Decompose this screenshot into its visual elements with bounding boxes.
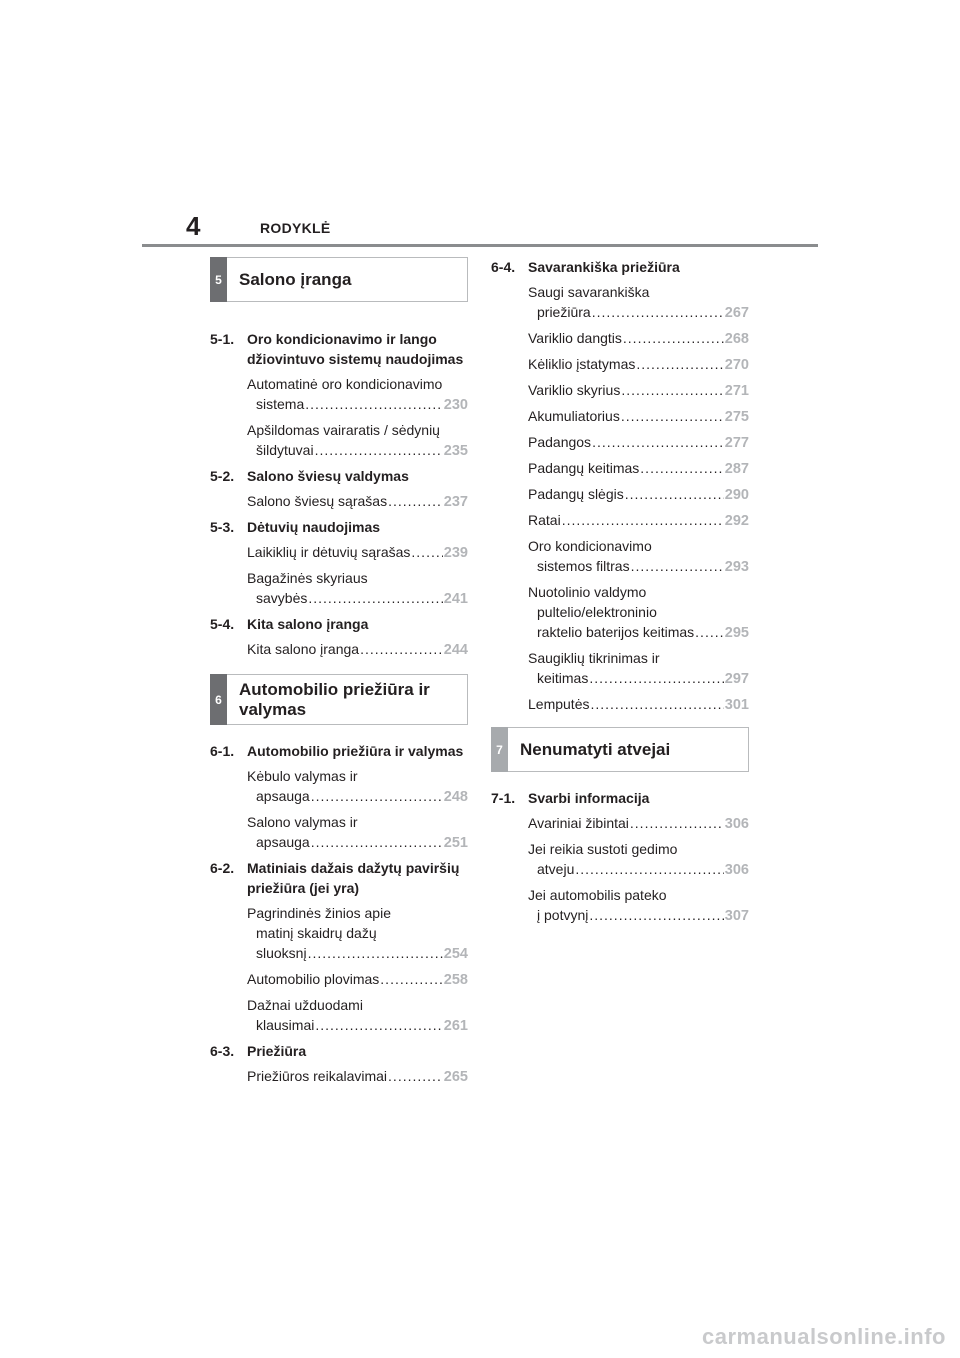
chapter-title: Priežiūra [247, 1043, 307, 1059]
chapter-title: Savarankiška priežiūra [528, 259, 680, 275]
dot-leader [590, 694, 723, 714]
dot-leader [592, 302, 724, 322]
entry-text: Variklio skyrius [528, 382, 621, 398]
entry-text: Padangų keitimas [528, 460, 640, 476]
dot-leader [388, 491, 443, 511]
page-ref[interactable]: 237 [443, 494, 468, 510]
section-header-7 [491, 727, 749, 772]
page-ref[interactable]: 241 [443, 591, 468, 607]
page-ref[interactable]: 295 [724, 625, 749, 641]
chapter-number: 5-2. [210, 468, 235, 484]
dot-leader [411, 542, 442, 562]
page-ref[interactable]: 267 [724, 305, 749, 321]
toc-entry[interactable] [491, 406, 749, 427]
entry-text: Nuotolinio valdymo [528, 584, 647, 600]
toc-entry[interactable] [491, 885, 749, 926]
chapter-number: 5-4. [210, 616, 235, 632]
entry-text: Priežiūros reikalavimai [247, 1068, 388, 1084]
entry-text: Padangų slėgis [528, 486, 624, 502]
toc-entry[interactable] [491, 510, 749, 531]
chapter-title: Matiniais dažais dažytų paviršių priežiūra (jei yra) [247, 860, 460, 896]
toc-entry[interactable] [491, 282, 749, 323]
entry-text: Salono šviesų sąrašas [247, 493, 388, 509]
section-title-5: Salono įranga [239, 269, 352, 289]
toc-entry[interactable] [491, 328, 749, 349]
toc-entry[interactable] [210, 812, 468, 853]
page-ref[interactable]: 230 [443, 397, 468, 413]
chapter-5-2[interactable] [210, 466, 468, 486]
chapter-number: 6-3. [210, 1043, 235, 1059]
page-ref[interactable]: 271 [724, 383, 749, 399]
entry-text: Dažnai užduodami [247, 997, 363, 1013]
page-ref[interactable]: 301 [724, 697, 749, 713]
entry-text: Saugiklių tikrinimas ir [528, 650, 660, 666]
section-tab-6: 6 [210, 674, 227, 725]
page-ref[interactable]: 275 [724, 409, 749, 425]
chapter-5-1[interactable] [210, 329, 468, 369]
dot-leader [562, 510, 724, 530]
toc-entry[interactable] [491, 582, 749, 643]
chapter-5-4[interactable] [210, 614, 468, 634]
dot-leader [360, 639, 443, 659]
chapter-6-2[interactable] [210, 858, 468, 898]
entry-text: atveju [537, 861, 575, 877]
chapter-number: 6-4. [491, 259, 516, 275]
entry-text: pultelio/elektroninio [537, 604, 657, 620]
page-ref[interactable]: 292 [724, 513, 749, 529]
entry-text: sistemos filtras [537, 558, 630, 574]
toc-entry[interactable] [491, 536, 749, 577]
toc-entry[interactable] [210, 542, 468, 563]
toc-entry[interactable] [491, 694, 749, 715]
toc-entry[interactable] [210, 995, 468, 1036]
toc-entry[interactable] [491, 380, 749, 401]
section-tab-5: 5 [210, 257, 227, 302]
toc-entry[interactable] [491, 839, 749, 880]
page-ref[interactable]: 239 [443, 545, 468, 561]
dot-leader [625, 484, 724, 504]
entry-text: Automobilio plovimas [247, 971, 380, 987]
page-ref[interactable]: 251 [443, 835, 468, 851]
chapter-number: 6-2. [210, 860, 235, 876]
entry-text: Kita salono įranga [247, 641, 360, 657]
entry-text: šildytuvai [256, 442, 314, 458]
section-title-7: Nenumatyti atvejai [520, 739, 671, 759]
page-ref[interactable]: 277 [724, 435, 749, 451]
dot-leader [623, 328, 724, 348]
page-ref[interactable]: 235 [443, 443, 468, 459]
toc-entry[interactable] [491, 648, 749, 689]
page-ref[interactable]: 297 [724, 671, 749, 687]
toc-column-right [491, 257, 749, 926]
entry-text: apsauga [256, 788, 310, 804]
entry-text: apsauga [256, 834, 310, 850]
dot-leader [592, 432, 724, 452]
page-title: RODYKLĖ [260, 220, 331, 236]
chapter-title: Dėtuvių naudojimas [247, 519, 381, 535]
entry-text: Avariniai žibintai [528, 815, 629, 831]
dot-leader [621, 406, 724, 426]
entry-text: Bagažinės skyriaus [247, 570, 368, 586]
dot-leader [308, 588, 442, 608]
entry-text: Ratai [528, 512, 561, 528]
entry-text: sistema [256, 396, 305, 412]
section-title-6: Automobilio priežiūra ir valymas [239, 679, 430, 719]
entry-text: Jei reikia sustoti gedimo [528, 841, 678, 857]
dot-leader [631, 556, 724, 576]
toc-column-left [210, 257, 468, 1087]
dot-leader [388, 1066, 443, 1086]
toc-entry[interactable] [210, 420, 468, 461]
page-ref[interactable]: 248 [443, 789, 468, 805]
page-ref[interactable]: 270 [724, 357, 749, 373]
entry-text: Jei automobilis pateko [528, 887, 667, 903]
page-ref[interactable]: 306 [724, 816, 749, 832]
section-header-5 [210, 257, 468, 302]
page-ref[interactable]: 265 [443, 1069, 468, 1085]
watermark: carmanualsonline.info [702, 1324, 946, 1349]
toc-entry[interactable] [210, 374, 468, 415]
dot-leader [695, 622, 724, 642]
toc-entry[interactable] [210, 969, 468, 990]
page-ref[interactable]: 254 [443, 946, 468, 962]
dot-leader [621, 380, 723, 400]
page-ref[interactable]: 258 [443, 972, 468, 988]
page-ref[interactable]: 268 [724, 331, 749, 347]
entry-text: raktelio baterijos keitimas [537, 624, 695, 640]
chapter-6-4[interactable] [491, 257, 749, 277]
chapter-7-1[interactable] [491, 788, 749, 808]
chapter-number: 6-1. [210, 743, 235, 759]
dot-leader [308, 943, 443, 963]
page-number: 4 [186, 211, 201, 241]
entry-text: sluoksnį [256, 945, 307, 961]
chapter-title: Svarbi informacija [528, 790, 650, 806]
toc-entry[interactable] [210, 639, 468, 660]
entry-text: Automatinė oro kondicionavimo [247, 376, 443, 392]
toc-entry[interactable] [491, 354, 749, 375]
dot-leader [315, 1015, 442, 1035]
dot-leader [311, 832, 443, 852]
entry-text: Apšildomas vairaratis / sėdynių [247, 422, 440, 438]
header-rule [142, 244, 818, 247]
chapter-5-3[interactable] [210, 517, 468, 537]
entry-text: Lemputės [528, 696, 590, 712]
toc-entry[interactable] [210, 903, 468, 964]
section-tab-7: 7 [491, 727, 508, 772]
page-ref[interactable]: 261 [443, 1018, 468, 1034]
toc-entry[interactable] [491, 432, 749, 453]
dot-leader [630, 813, 724, 833]
entry-text: keitimas [537, 670, 589, 686]
entry-text: Saugi savarankiška [528, 284, 650, 300]
page-ref[interactable]: 244 [443, 642, 468, 658]
dot-leader [380, 969, 443, 989]
toc-entry[interactable] [210, 1066, 468, 1087]
dot-leader [589, 905, 723, 925]
chapter-title: Salono šviesų valdymas [247, 468, 409, 484]
page-ref[interactable]: 306 [724, 862, 749, 878]
chapter-6-3[interactable] [210, 1041, 468, 1061]
dot-leader [315, 440, 443, 460]
dot-leader [589, 668, 723, 688]
dot-leader [640, 458, 724, 478]
entry-text: priežiūra [537, 304, 591, 320]
chapter-title: Kita salono įranga [247, 616, 369, 632]
entry-text: Pagrindinės žinios apie [247, 905, 391, 921]
chapter-number: 7-1. [491, 790, 516, 806]
entry-text: į potvynį [537, 907, 589, 923]
toc-entry[interactable] [491, 458, 749, 479]
toc-entry[interactable] [491, 484, 749, 505]
toc-entry[interactable] [491, 813, 749, 834]
entry-text: Variklio dangtis [528, 330, 622, 346]
dot-leader [305, 394, 443, 414]
page-ref[interactable]: 290 [724, 487, 749, 503]
dot-leader [311, 786, 443, 806]
dot-leader [636, 354, 723, 374]
entry-text: Akumuliatorius [528, 408, 620, 424]
entry-text: savybės [256, 590, 308, 606]
toc-entry[interactable] [210, 568, 468, 609]
chapter-number: 5-3. [210, 519, 235, 535]
entry-text: Padangos [528, 434, 592, 450]
entry-text: Oro kondicionavimo [528, 538, 652, 554]
chapter-6-1[interactable] [210, 741, 468, 761]
entry-text: Kėliklio įstatymas [528, 356, 636, 372]
page-ref[interactable]: 293 [724, 559, 749, 575]
entry-text: Laikiklių ir dėtuvių sąrašas [247, 544, 411, 560]
entry-text: klausimai [256, 1017, 315, 1033]
chapter-title: Oro kondicionavimo ir lango džiovintuvo sistemų naudojimas [247, 331, 464, 367]
entry-text: Kėbulo valymas ir [247, 768, 358, 784]
dot-leader [575, 859, 723, 879]
page-ref[interactable]: 287 [724, 461, 749, 477]
entry-text: matinį skaidrų dažų [256, 925, 377, 941]
page-ref[interactable]: 307 [724, 908, 749, 924]
toc-entry[interactable] [210, 491, 468, 512]
toc-entry[interactable] [210, 766, 468, 807]
chapter-title: Automobilio priežiūra ir valymas [247, 743, 464, 759]
entry-text: Salono valymas ir [247, 814, 358, 830]
chapter-number: 5-1. [210, 331, 235, 347]
section-header-6 [210, 674, 468, 725]
